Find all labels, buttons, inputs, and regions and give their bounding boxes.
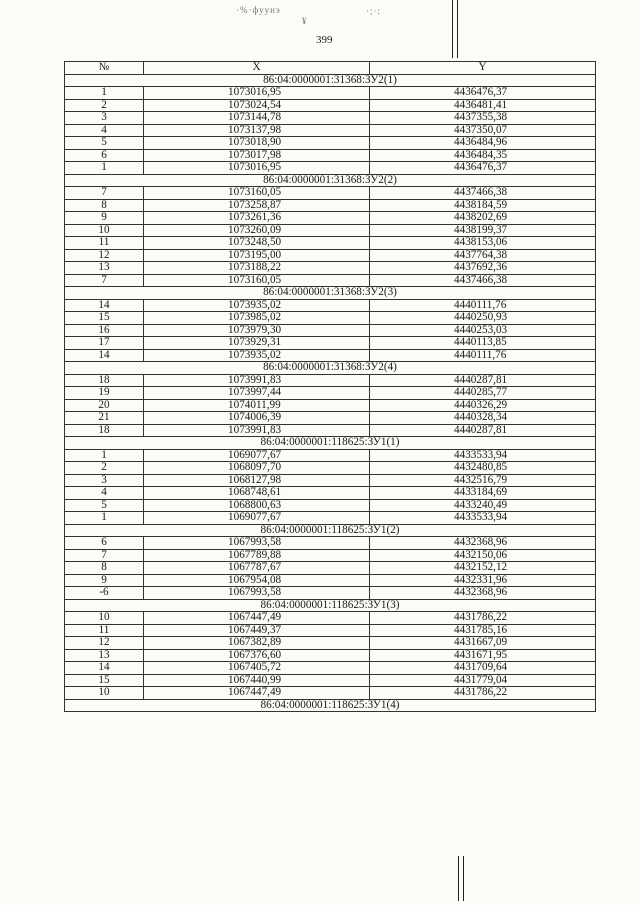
point-number-cell: 16	[65, 324, 144, 337]
x-coordinate-cell: 1067787,67	[144, 562, 370, 575]
y-coordinate-cell: 4440287,81	[370, 374, 596, 387]
x-coordinate-cell: 1073144,78	[144, 112, 370, 125]
point-number-cell: 14	[65, 349, 144, 362]
binding-line	[452, 0, 453, 58]
column-header-number: №	[65, 62, 144, 75]
x-coordinate-cell: 1068748,61	[144, 487, 370, 500]
y-coordinate-cell: 4440328,34	[370, 412, 596, 425]
table-row	[65, 187, 596, 200]
point-number-cell: 15	[65, 312, 144, 325]
table-row	[65, 512, 596, 525]
y-coordinate-cell: 4440250,93	[370, 312, 596, 325]
x-coordinate-cell: 1073018,90	[144, 137, 370, 150]
binding-line	[457, 0, 458, 58]
table-row	[65, 249, 596, 262]
x-coordinate-cell: 1069077,67	[144, 512, 370, 525]
point-number-cell: 12	[65, 249, 144, 262]
y-coordinate-cell: 4432368,96	[370, 587, 596, 600]
table-row	[65, 637, 596, 650]
x-coordinate-cell: 1067789,88	[144, 549, 370, 562]
y-coordinate-cell: 4433533,94	[370, 512, 596, 525]
y-coordinate-cell: 4433240,49	[370, 499, 596, 512]
table-row	[65, 224, 596, 237]
table-row	[65, 162, 596, 175]
table-row	[65, 87, 596, 100]
y-coordinate-cell: 4433533,94	[370, 449, 596, 462]
point-number-cell: -6	[65, 587, 144, 600]
point-number-cell: 3	[65, 112, 144, 125]
table-row	[65, 474, 596, 487]
table-row	[65, 387, 596, 400]
y-coordinate-cell: 4437350,07	[370, 124, 596, 137]
group-header-row	[65, 524, 596, 537]
y-coordinate-cell: 4438199,37	[370, 224, 596, 237]
table-row	[65, 99, 596, 112]
x-coordinate-cell: 1074006,39	[144, 412, 370, 425]
point-number-cell: 10	[65, 612, 144, 625]
x-coordinate-cell: 1067954,08	[144, 574, 370, 587]
x-coordinate-cell: 1073160,05	[144, 274, 370, 287]
column-header-x: X	[144, 62, 370, 75]
x-coordinate-cell: 1067382,89	[144, 637, 370, 650]
point-number-cell: 12	[65, 637, 144, 650]
y-coordinate-cell: 4433184,69	[370, 487, 596, 500]
point-number-cell: 9	[65, 574, 144, 587]
binding-line	[463, 856, 464, 901]
y-coordinate-cell: 4431785,16	[370, 624, 596, 637]
table-row	[65, 687, 596, 700]
y-coordinate-cell: 4432368,96	[370, 537, 596, 550]
header-row	[65, 62, 596, 75]
point-number-cell: 10	[65, 687, 144, 700]
group-header-row	[65, 74, 596, 87]
x-coordinate-cell: 1067405,72	[144, 662, 370, 675]
x-coordinate-cell: 1073261,36	[144, 212, 370, 225]
table-row	[65, 324, 596, 337]
y-coordinate-cell: 4440285,77	[370, 387, 596, 400]
point-number-cell: 18	[65, 374, 144, 387]
x-coordinate-cell: 1067376,60	[144, 649, 370, 662]
point-number-cell: 2	[65, 462, 144, 475]
table-row	[65, 112, 596, 125]
x-coordinate-cell: 1073017,98	[144, 149, 370, 162]
x-coordinate-cell: 1073188,22	[144, 262, 370, 275]
table-row	[65, 487, 596, 500]
y-coordinate-cell: 4440253,03	[370, 324, 596, 337]
table-row	[65, 312, 596, 325]
y-coordinate-cell: 4432480,85	[370, 462, 596, 475]
table-row	[65, 399, 596, 412]
point-number-cell: 20	[65, 399, 144, 412]
page-number: 399	[316, 34, 333, 46]
parcel-cadastral-number: 86:04:0000001:31368:ЗУ2(1)	[65, 74, 596, 87]
point-number-cell: 13	[65, 649, 144, 662]
point-number-cell: 13	[65, 262, 144, 275]
point-number-cell: 7	[65, 274, 144, 287]
x-coordinate-cell: 1073024,54	[144, 99, 370, 112]
table-row	[65, 137, 596, 150]
y-coordinate-cell: 4440111,76	[370, 349, 596, 362]
table-row	[65, 562, 596, 575]
table-row	[65, 537, 596, 550]
table-row	[65, 124, 596, 137]
parcel-cadastral-number: 86:04:0000001:31368:ЗУ2(4)	[65, 362, 596, 375]
point-number-cell: 8	[65, 199, 144, 212]
x-coordinate-cell: 1073016,95	[144, 87, 370, 100]
table-row	[65, 349, 596, 362]
point-number-cell: 19	[65, 387, 144, 400]
point-number-cell: 5	[65, 499, 144, 512]
y-coordinate-cell: 4437764,38	[370, 249, 596, 262]
table-row	[65, 662, 596, 675]
x-coordinate-cell: 1073248,50	[144, 237, 370, 250]
y-coordinate-cell: 4438153,06	[370, 237, 596, 250]
x-coordinate-cell: 1067447,49	[144, 687, 370, 700]
x-coordinate-cell: 1073260,09	[144, 224, 370, 237]
group-header-row	[65, 362, 596, 375]
x-coordinate-cell: 1073258,87	[144, 199, 370, 212]
group-header-row	[65, 699, 596, 712]
table-row	[65, 499, 596, 512]
x-coordinate-cell: 1069077,67	[144, 449, 370, 462]
table-row	[65, 237, 596, 250]
scan-artifact-text: ¥	[302, 16, 308, 26]
table-row	[65, 624, 596, 637]
table-row	[65, 199, 596, 212]
y-coordinate-cell: 4436476,37	[370, 87, 596, 100]
y-coordinate-cell: 4440113,85	[370, 337, 596, 350]
point-number-cell: 4	[65, 487, 144, 500]
scan-artifact-text: ·;·:	[366, 6, 381, 16]
x-coordinate-cell: 1067993,58	[144, 587, 370, 600]
x-coordinate-cell: 1073985,02	[144, 312, 370, 325]
y-coordinate-cell: 4431667,09	[370, 637, 596, 650]
x-coordinate-cell: 1073016,95	[144, 162, 370, 175]
x-coordinate-cell: 1073997,44	[144, 387, 370, 400]
parcel-cadastral-number: 86:04:0000001:118625:ЗУ1(3)	[65, 599, 596, 612]
x-coordinate-cell: 1067447,49	[144, 612, 370, 625]
point-number-cell: 1	[65, 512, 144, 525]
y-coordinate-cell: 4440287,81	[370, 424, 596, 437]
x-coordinate-cell: 1073137,98	[144, 124, 370, 137]
table-body	[65, 74, 596, 712]
table-row	[65, 274, 596, 287]
x-coordinate-cell: 1068127,98	[144, 474, 370, 487]
table-row	[65, 374, 596, 387]
point-number-cell: 21	[65, 412, 144, 425]
y-coordinate-cell: 4436476,37	[370, 162, 596, 175]
x-coordinate-cell: 1073991,83	[144, 374, 370, 387]
table-row	[65, 424, 596, 437]
x-coordinate-cell: 1068800,63	[144, 499, 370, 512]
x-coordinate-cell: 1073195,00	[144, 249, 370, 262]
point-number-cell: 9	[65, 212, 144, 225]
point-number-cell: 6	[65, 537, 144, 550]
x-coordinate-cell: 1073929,31	[144, 337, 370, 350]
point-number-cell: 11	[65, 624, 144, 637]
x-coordinate-cell: 1073991,83	[144, 424, 370, 437]
point-number-cell: 7	[65, 549, 144, 562]
column-header-y: Y	[370, 62, 596, 75]
parcel-cadastral-number: 86:04:0000001:118625:ЗУ1(4)	[65, 699, 596, 712]
table-row	[65, 574, 596, 587]
table-row	[65, 649, 596, 662]
y-coordinate-cell: 4438202,69	[370, 212, 596, 225]
y-coordinate-cell: 4440326,29	[370, 399, 596, 412]
table-row	[65, 262, 596, 275]
group-header-row	[65, 599, 596, 612]
y-coordinate-cell: 4440111,76	[370, 299, 596, 312]
table-row	[65, 449, 596, 462]
point-number-cell: 1	[65, 162, 144, 175]
x-coordinate-cell: 1068097,70	[144, 462, 370, 475]
table-row	[65, 462, 596, 475]
x-coordinate-cell: 1074011,99	[144, 399, 370, 412]
x-coordinate-cell: 1073935,02	[144, 299, 370, 312]
scan-artifact-text: ·%·фуунэ	[236, 5, 281, 15]
point-number-cell: 7	[65, 187, 144, 200]
y-coordinate-cell: 4436484,35	[370, 149, 596, 162]
point-number-cell: 18	[65, 424, 144, 437]
table-row	[65, 612, 596, 625]
table-row	[65, 674, 596, 687]
y-coordinate-cell: 4437466,38	[370, 187, 596, 200]
parcel-cadastral-number: 86:04:0000001:118625:ЗУ1(2)	[65, 524, 596, 537]
y-coordinate-cell: 4431786,22	[370, 687, 596, 700]
table-row	[65, 212, 596, 225]
table-row	[65, 412, 596, 425]
point-number-cell: 11	[65, 237, 144, 250]
parcel-cadastral-number: 86:04:0000001:31368:ЗУ2(2)	[65, 174, 596, 187]
point-number-cell: 2	[65, 99, 144, 112]
group-header-row	[65, 437, 596, 450]
point-number-cell: 8	[65, 562, 144, 575]
point-number-cell: 1	[65, 87, 144, 100]
point-number-cell: 17	[65, 337, 144, 350]
y-coordinate-cell: 4432150,06	[370, 549, 596, 562]
parcel-cadastral-number: 86:04:0000001:31368:ЗУ2(3)	[65, 287, 596, 300]
y-coordinate-cell: 4431779,04	[370, 674, 596, 687]
point-number-cell: 3	[65, 474, 144, 487]
table-row	[65, 337, 596, 350]
y-coordinate-cell: 4437355,38	[370, 112, 596, 125]
y-coordinate-cell: 4436481,41	[370, 99, 596, 112]
y-coordinate-cell: 4432152,12	[370, 562, 596, 575]
point-number-cell: 4	[65, 124, 144, 137]
group-header-row	[65, 287, 596, 300]
point-number-cell: 14	[65, 299, 144, 312]
x-coordinate-cell: 1067993,58	[144, 537, 370, 550]
parcel-cadastral-number: 86:04:0000001:118625:ЗУ1(1)	[65, 437, 596, 450]
x-coordinate-cell: 1067440,99	[144, 674, 370, 687]
y-coordinate-cell: 4431786,22	[370, 612, 596, 625]
table-row	[65, 149, 596, 162]
y-coordinate-cell: 4437692,36	[370, 262, 596, 275]
x-coordinate-cell: 1067449,37	[144, 624, 370, 637]
y-coordinate-cell: 4431709,64	[370, 662, 596, 675]
point-number-cell: 15	[65, 674, 144, 687]
table-row	[65, 587, 596, 600]
point-number-cell: 5	[65, 137, 144, 150]
y-coordinate-cell: 4438184,59	[370, 199, 596, 212]
point-number-cell: 6	[65, 149, 144, 162]
y-coordinate-cell: 4437466,38	[370, 274, 596, 287]
binding-line	[458, 856, 459, 901]
x-coordinate-cell: 1073935,02	[144, 349, 370, 362]
x-coordinate-cell: 1073160,05	[144, 187, 370, 200]
y-coordinate-cell: 4432516,79	[370, 474, 596, 487]
y-coordinate-cell: 4436484,96	[370, 137, 596, 150]
y-coordinate-cell: 4431671,95	[370, 649, 596, 662]
point-number-cell: 10	[65, 224, 144, 237]
y-coordinate-cell: 4432331,96	[370, 574, 596, 587]
x-coordinate-cell: 1073979,30	[144, 324, 370, 337]
point-number-cell: 1	[65, 449, 144, 462]
point-number-cell: 14	[65, 662, 144, 675]
coordinates-table	[64, 61, 596, 712]
group-header-row	[65, 174, 596, 187]
table-row	[65, 549, 596, 562]
table-row	[65, 299, 596, 312]
